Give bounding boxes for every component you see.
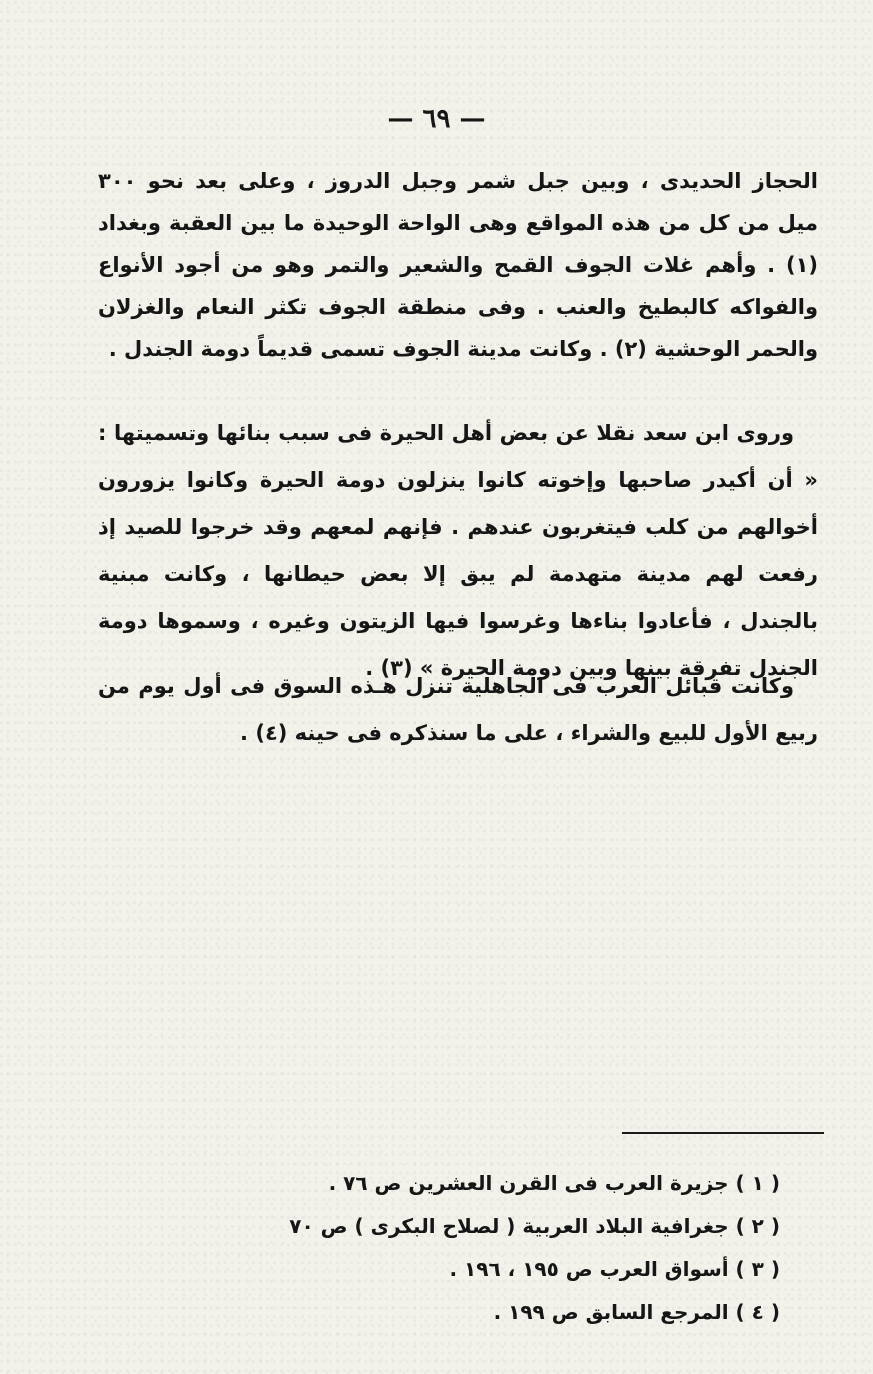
footnote-3: ( ٣ ) أسواق العرب ص ١٩٥ ، ١٩٦ . <box>449 1257 780 1281</box>
footnotes <box>220 1162 780 1334</box>
paragraph-1: الحجاز الحديدى ، وبين جبل شمر وجبل الدروز ، وعلى بعد نحو ٣٠٠ ميل من كل من هذه المواقع وهى الواحة الوحيدة ما بين العقبة وبغداد (١) . وأهم غلات الجوف القمح والشعير والتمر وهو من أجود الأنواع والفواكه كالبطيخ والعنب . وفى منطقة الجوف تكثر النعام والغزلان والحمر الوحشية (٢) . وكانت مدينة الجوف تسمى قديماً دومة الجندل . <box>98 169 818 361</box>
footnote-1: ( ١ ) جزيرة العرب فى القرن العشرين ص ٧٦ . <box>328 1171 780 1195</box>
paragraph-3: وكانت قبائل العرب فى الجاهلية تنزل هـذه السوق فى أول يوم من ربيع الأول للبيع والشراء ، على ما سنذكره فى حينه (٤) . <box>98 674 818 745</box>
footnote-4: ( ٤ ) المرجع السابق ص ١٩٩ . <box>493 1300 780 1324</box>
body-text <box>98 160 818 757</box>
page-number: — ٦٩ — <box>387 104 486 134</box>
footnote-divider <box>622 1132 824 1134</box>
footnote-2: ( ٢ ) جغرافية البلاد العربية ( لصلاح البكرى ) ص ٧٠ <box>289 1214 780 1238</box>
paragraph-2: وروى ابن سعد نقلا عن بعض أهل الحيرة فى سبب بنائها وتسميتها : « أن أكيدر صاحبها وإخوته كانوا ينزلون دومة الحيرة وكانوا يزورون أخوالهم من كلب فيتغربون عندهم . فإنهم لمعهم وقد خرجوا للصيد إذ رفعت لهم مدينة متهدمة لم يبق إلا بعض حيطانها ، وكانت مبنية بالجندل ، فأعادوا بناءها وغرسوا فيها الزيتون وغيره ، وسموها دومة الجندل تفرقة بينها وبين دومة الحيرة » (٣) . <box>98 421 818 680</box>
